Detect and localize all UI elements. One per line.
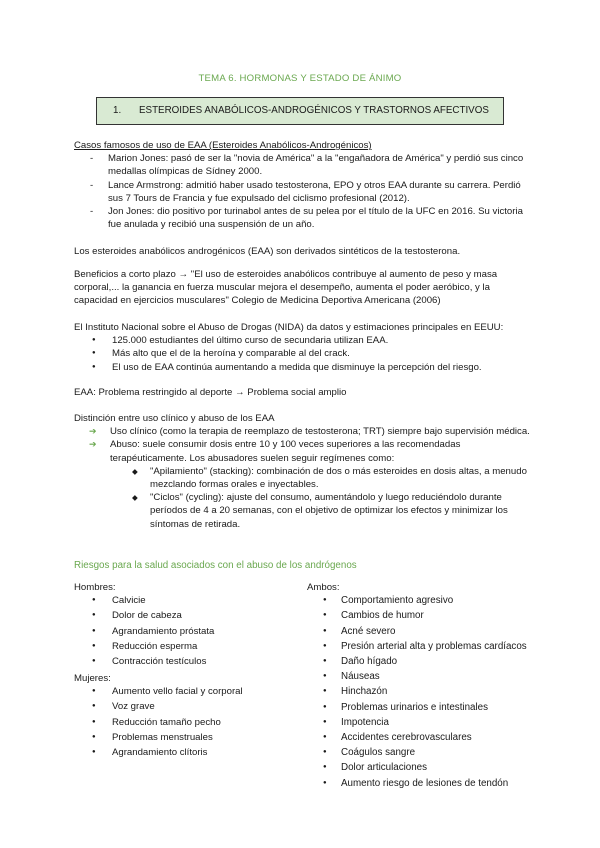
men-risks xyxy=(74,581,294,670)
men-list xyxy=(74,594,294,668)
list-item: ● Náuseas xyxy=(307,670,557,683)
list-item: ● Agrandamiento clítoris xyxy=(74,746,294,759)
list-item: ● Reducción tamaño pecho xyxy=(74,716,294,729)
benefits-paragraph: Beneficios a corto plazo → "El uso de esteroides anabólicos contribuye al aumento de peso y masa corporal,... la ganancia en fuerza muscular mejora el desempeño, aumenta el poder aeróbico, y la capacidad en ejercicios musculares" Colegio de Medicina Deportiva Americana (2006) xyxy=(74,269,498,307)
list-item: ● 125.000 estudiantes del último curso de secundaria utilizan EAA. xyxy=(74,334,534,347)
list-item: ● Accidentes cerebrovasculares xyxy=(307,731,557,744)
list-item: ● Problemas urinarios e intestinales xyxy=(307,701,557,714)
famous-cases xyxy=(74,139,534,231)
list-item: ● Dolor articulaciones xyxy=(307,761,557,774)
famous-list xyxy=(74,152,534,231)
list-item: ◆ "Apilamiento" (stacking): combinación de dos o más esteroides en dosis altas, a menudo mezclando formas orales e inyectables. xyxy=(74,465,534,491)
list-item: ● Agrandamiento próstata xyxy=(74,625,294,638)
regimes-list xyxy=(74,465,534,531)
list-item: ● Contracción testículos xyxy=(74,655,294,668)
risks-heading: Riesgos para la salud asociados con el abuso de los andrógenos xyxy=(74,560,357,571)
list-item: ● Reducción esperma xyxy=(74,640,294,653)
list-item: ● Calvicie xyxy=(74,594,294,607)
list-item: ● Aumento vello facial y corporal xyxy=(74,685,294,698)
nida-section xyxy=(74,321,534,374)
both-label: Ambos: xyxy=(307,582,340,593)
list-item: ● Acné severo xyxy=(307,625,557,638)
definition-paragraph: Los esteroides anabólicos androgénicos (EAA) son derivados sintéticos de la testosterona. xyxy=(74,246,461,257)
list-item: - Jon Jones: dio positivo por turinabol antes de su pelea por el título de la UFC en 2016. Su victoria fue anulada y recibió una suspensión de un año. xyxy=(74,205,534,231)
women-list xyxy=(74,685,294,759)
list-item: ◆ "Ciclos" (cycling): ajuste del consumo, aumentándolo y luego reduciéndolo durante períodos de 4 a 20 semanas, con el objetivo de optimizar los efectos y minimizar los síntomas de retirada. xyxy=(74,491,534,531)
women-label: Mujeres: xyxy=(74,673,111,684)
men-label: Hombres: xyxy=(74,582,116,593)
distinction-section xyxy=(74,412,534,531)
list-item: ● Daño hígado xyxy=(307,655,557,668)
list-item: ● Comportamiento agresivo xyxy=(307,594,557,607)
section-number: 1. xyxy=(113,105,122,117)
list-item: - Lance Armstrong: admitió haber usado testosterona, EPO y otros EAA durante su carrera. Perdió sus 7 Tours de Francia y fue expulsado del ciclismo profesional (2012). xyxy=(74,179,534,205)
list-item: ➔ Uso clínico (como la terapia de reemplazo de testosterona; TRT) siempre bajo supervisión médica. xyxy=(74,425,534,438)
both-risks xyxy=(307,581,557,792)
famous-heading: Casos famosos de uso de EAA (Esteroides Anabólicos-Androgénicos) xyxy=(74,140,372,151)
list-item: ● Coágulos sangre xyxy=(307,746,557,759)
both-list xyxy=(307,594,557,790)
list-item: ● Aumento riesgo de lesiones de tendón xyxy=(307,777,557,790)
list-item: ● Presión arterial alta y problemas cardíacos xyxy=(307,640,557,653)
distinction-intro: Distinción entre uso clínico y abuso de los EAA xyxy=(74,413,275,424)
list-item: ● Voz grave xyxy=(74,700,294,713)
list-item: - Marion Jones: pasó de ser la "novia de América" a la "engañadora de América" y perdió sus cinco medallas olímpicas de Sídney 2000. xyxy=(74,152,534,178)
nida-list xyxy=(74,334,534,374)
section-title: ESTEROIDES ANABÓLICOS-ANDROGÉNICOS Y TRASTORNOS AFECTIVOS xyxy=(139,105,489,117)
distinction-list xyxy=(74,425,534,465)
list-item: ● El uso de EAA continúa aumentando a medida que disminuye la percepción del riesgo. xyxy=(74,361,534,374)
section-heading xyxy=(96,97,504,125)
list-item: ● Más alto que el de la heroína y comparable al del crack. xyxy=(74,347,534,360)
nida-intro: El Instituto Nacional sobre el Abuso de Drogas (NIDA) da datos y estimaciones principales en EEUU: xyxy=(74,322,504,333)
list-item: ● Problemas menstruales xyxy=(74,731,294,744)
list-item: ● Cambios de humor xyxy=(307,609,557,622)
list-item: ● Impotencia xyxy=(307,716,557,729)
list-item: ➔ Abuso: suele consumir dosis entre 10 y 100 veces superiores a las recomendadas terapéuticamente. Los abusadores suelen seguir regímenes como: xyxy=(74,438,534,464)
topic-title: TEMA 6. HORMONAS Y ESTADO DE ÁNIMO xyxy=(198,73,402,84)
women-risks xyxy=(74,672,294,761)
problem-line: EAA: Problema restringido al deporte → Problema social amplio xyxy=(74,387,347,398)
list-item: ● Dolor de cabeza xyxy=(74,609,294,622)
list-item: ● Hinchazón xyxy=(307,685,557,698)
